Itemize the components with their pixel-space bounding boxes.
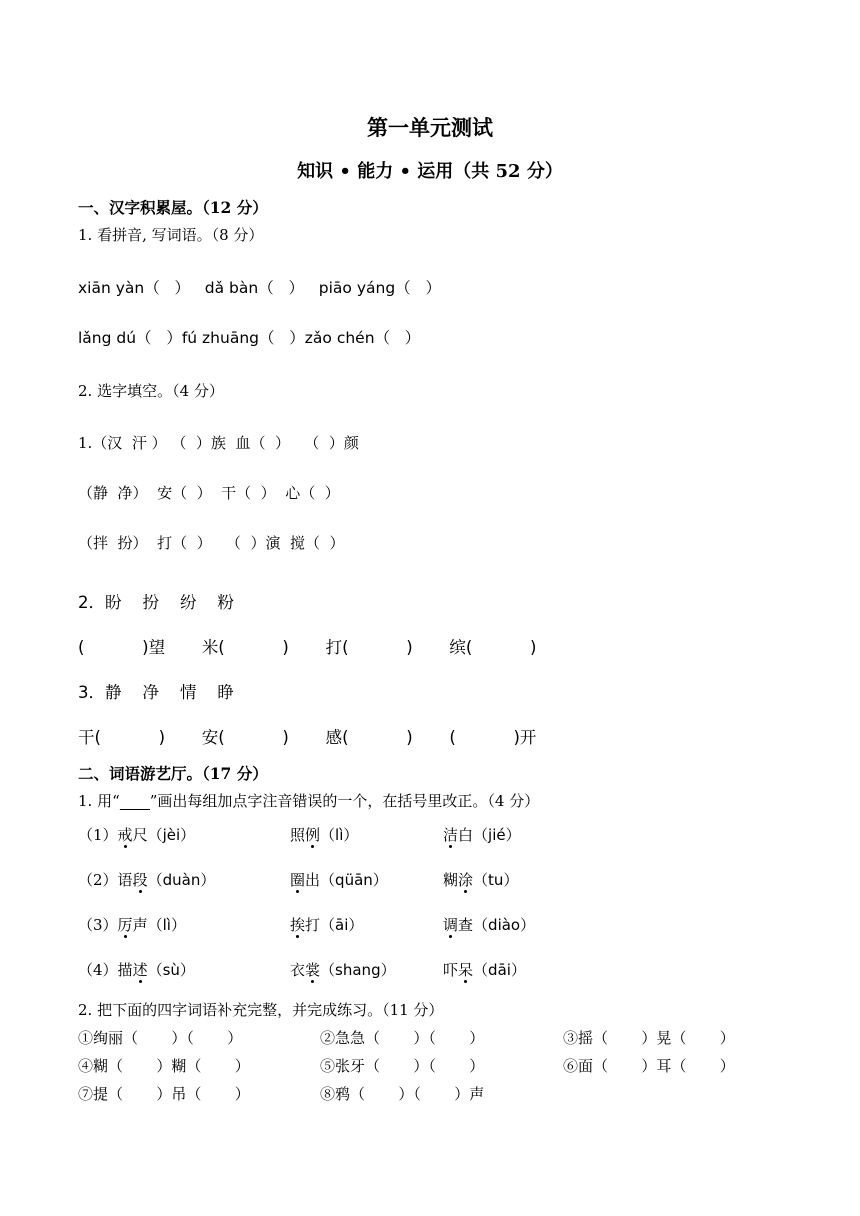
- pinyin-item: 圈出（qüān）: [290, 871, 388, 889]
- page-title: 第一单元测试: [367, 115, 493, 140]
- pinyin-item-pinyin: diào: [488, 916, 521, 934]
- pinyin-item-char: 吓: [443, 961, 459, 979]
- pinyin-item-number: （3）: [78, 916, 118, 934]
- pinyin-item-char: 调: [443, 916, 459, 934]
- s2-q1-prompt-post: ”画出每组加点字注音错误的一个，在括号里改正。（4 分）: [149, 792, 540, 810]
- s1-q2-line1: 1.（汉 汗 ） （ ）族 血（ ） （ ）颜: [78, 434, 359, 452]
- pinyin-item-char: 段: [132, 871, 148, 889]
- pinyin-item: （4）描述（sù）: [78, 961, 195, 979]
- idiom-item: ⑦提（ ）吊（ ）: [78, 1085, 250, 1103]
- pinyin-item-char: 查: [458, 916, 474, 934]
- s2-q1-prompt-pre: 1. 用“: [78, 792, 120, 810]
- pinyin-item-char: 描: [117, 961, 133, 979]
- pinyin-item: （1）戒尺（jèi）: [78, 826, 196, 844]
- pinyin-item-pinyin: shang: [335, 961, 381, 979]
- section2-heading: 二、词语游艺厅。（17 分）: [78, 764, 268, 783]
- pinyin-item: 衣裳（shang）: [290, 961, 396, 979]
- pinyin-item-char: 涂: [458, 871, 474, 889]
- pinyin-item-pinyin: jèi: [162, 826, 181, 844]
- pinyin-item-char: 裳: [305, 961, 321, 979]
- s1-q2-line2: （静 净） 安（ ） 干（ ） 心（ ）: [78, 484, 340, 502]
- s1-q1-pinyin-line1: xiān yàn（ ） dǎ bàn（ ） piāo yáng（ ）: [78, 279, 441, 297]
- pinyin-item: 洁白（jié）: [443, 826, 521, 844]
- s1-q2-prompt: 2. 选字填空。（4 分）: [78, 382, 224, 400]
- pinyin-item-char: 照: [290, 826, 306, 844]
- pinyin-item: 吓呆（dāi）: [443, 961, 526, 979]
- pinyin-item-pinyin: dāi: [488, 961, 511, 979]
- pinyin-item: 挨打（āi）: [290, 916, 364, 934]
- s2-q1-prompt-blank: ____: [119, 792, 150, 810]
- s1-q2-group2-chars: 2．盼 扮 纷 粉: [78, 593, 234, 612]
- pinyin-item-char: 圈: [290, 871, 306, 889]
- pinyin-item-pinyin: duàn: [162, 871, 201, 889]
- idiom-item: ④糊（ ）糊（ ）: [78, 1057, 250, 1075]
- pinyin-item-char: 尺: [132, 826, 148, 844]
- section1-heading: 一、汉字积累屋。（12 分）: [78, 198, 268, 217]
- s2-q2-prompt: 2. 把下面的四字词语补充完整，并完成练习。（11 分）: [78, 1001, 444, 1019]
- idiom-item: ⑤张牙（ ）（ ）: [320, 1057, 485, 1075]
- s1-q2-group3-blanks: 干( ) 安( ) 感( ) ( )开: [78, 728, 537, 747]
- pinyin-item-pinyin: tu: [488, 871, 504, 889]
- pinyin-item-pinyin: qüān: [335, 871, 373, 889]
- idiom-item: ②急急（ ）（ ）: [320, 1029, 485, 1047]
- pinyin-item-char: 洁: [443, 826, 459, 844]
- pinyin-item-pinyin: sù: [162, 961, 180, 979]
- pinyin-item-number: （4）: [78, 961, 118, 979]
- pinyin-item: （2）语段（duàn）: [78, 871, 216, 889]
- pinyin-item: 照例（lì）: [290, 826, 359, 844]
- pinyin-item-char: 语: [117, 871, 133, 889]
- s2-q1-prompt: [78, 794, 539, 810]
- pinyin-item-char: 白: [458, 826, 474, 844]
- pinyin-item-char: 糊: [443, 871, 459, 889]
- pinyin-item-char: 衣: [290, 961, 306, 979]
- s1-q2-group3-chars: 3．静 净 情 睁: [78, 683, 234, 702]
- s1-q2-line3: （拌 扮） 打（ ） （ ）演 搅（ ）: [78, 534, 345, 552]
- s1-q2-group2-blanks: ( )望 米( ) 打( ) 缤( ): [78, 638, 537, 657]
- pinyin-item-pinyin: jié: [488, 826, 506, 844]
- idiom-item: ⑥面（ ）耳（ ）: [563, 1057, 735, 1075]
- idiom-item: ①绚丽（ ）（ ）: [78, 1029, 243, 1047]
- s1-q1-prompt: 1. 看拼音, 写词语。（8 分）: [78, 226, 264, 244]
- pinyin-item-char: 厉: [117, 916, 133, 934]
- pinyin-item-char: 戒: [117, 826, 133, 844]
- idiom-item: ③摇（ ）晃（ ）: [563, 1029, 735, 1047]
- pinyin-item-char: 呆: [458, 961, 474, 979]
- page-subtitle: 知识 • 能力 • 运用（共 52 分）: [297, 161, 563, 182]
- pinyin-item-pinyin: lì: [335, 826, 344, 844]
- pinyin-item: （3）厉声（lì）: [78, 916, 186, 934]
- pinyin-item-char: 出: [305, 871, 321, 889]
- pinyin-item-char: 例: [305, 826, 321, 844]
- idiom-item: ⑧鸦（ ）（ ）声: [320, 1085, 485, 1103]
- pinyin-item-pinyin: āi: [335, 916, 349, 934]
- pinyin-item-char: 述: [132, 961, 148, 979]
- pinyin-item-char: 挨: [290, 916, 306, 934]
- pinyin-item-number: （1）: [78, 826, 118, 844]
- pinyin-item-number: （2）: [78, 871, 118, 889]
- pinyin-item-char: 打: [305, 916, 321, 934]
- pinyin-item-pinyin: lì: [162, 916, 171, 934]
- s1-q1-pinyin-line2: lǎng dú（ ）fú zhuāng（ ）zǎo chén（ ）: [78, 329, 421, 347]
- pinyin-item-char: 声: [132, 916, 148, 934]
- pinyin-item: 糊涂（tu）: [443, 871, 519, 889]
- pinyin-item: 调查（diào）: [443, 916, 536, 934]
